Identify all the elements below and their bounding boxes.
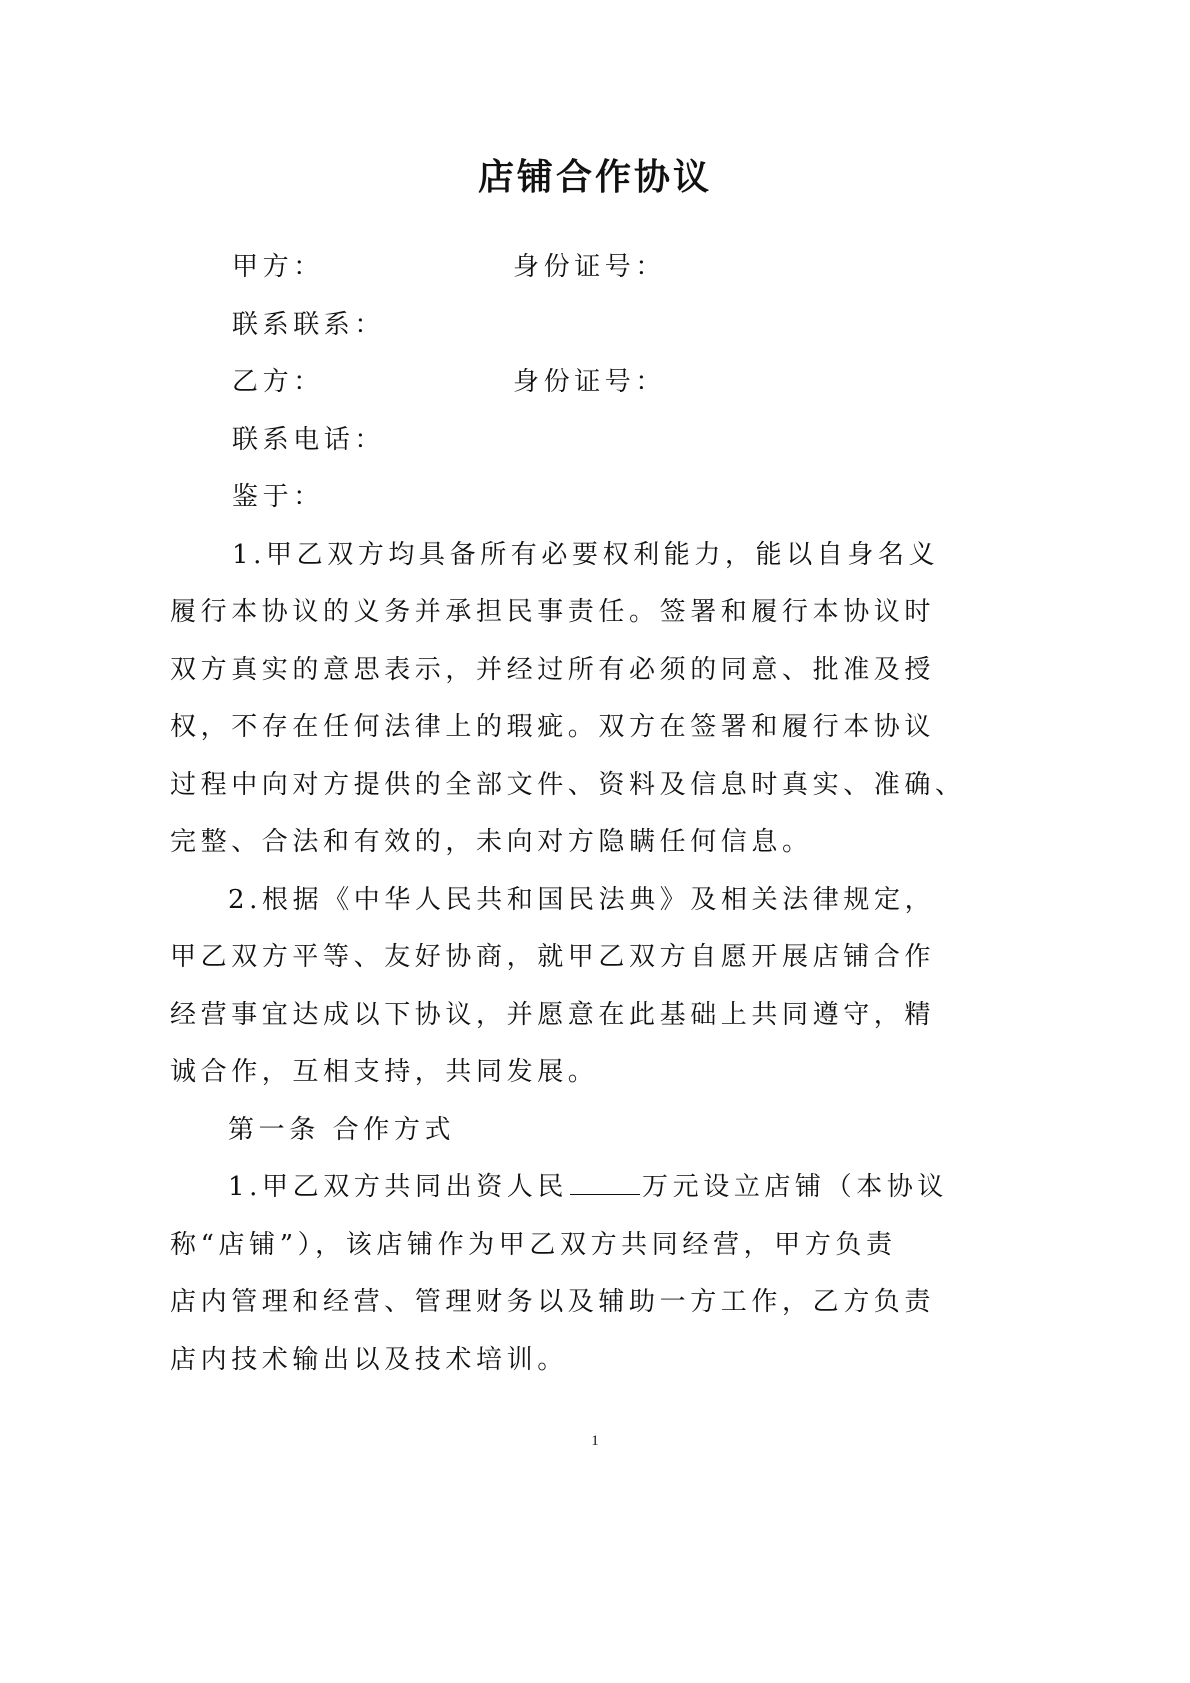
article-1-clause-1-line: 店内管理和经营、管理财务以及辅助一方工作，乙方负责 [170, 1287, 936, 1317]
whereas-label: 鉴于： [232, 482, 324, 512]
whereas-2-line: 甲乙双方平等、友好协商，就甲乙双方自愿开展店铺合作 [170, 942, 936, 972]
page-number: 1 [591, 1433, 599, 1449]
whereas-2-line: 经营事宜达成以下协议，并愿意在此基础上共同遵守，精 [170, 1000, 936, 1030]
document-title: 店铺合作协议 [477, 157, 712, 198]
clause-text-before-blank: 1.甲乙双方共同出资人民 [228, 1172, 569, 1202]
party-b-label: 乙方： [232, 367, 324, 397]
party-b-id-label: 身份证号： [513, 367, 667, 397]
whereas-2-line: 诚合作，互相支持，共同发展。 [170, 1057, 599, 1087]
article-1-heading: 第一条 合作方式 [228, 1115, 456, 1145]
party-a-contact-label: 联系联系： [232, 310, 386, 340]
party-b-phone-label: 联系电话： [232, 425, 386, 455]
article-1-clause-1-line [228, 1167, 948, 1207]
investment-amount-blank [570, 1168, 640, 1195]
party-a-label: 甲方： [232, 252, 324, 282]
article-1-clause-1-line: 店内技术输出以及技术培训。 [170, 1345, 568, 1375]
whereas-1-line: 完整、合法和有效的，未向对方隐瞒任何信息。 [170, 827, 813, 857]
whereas-1-line: 双方真实的意思表示，并经过所有必须的同意、批准及授 [170, 655, 936, 685]
whereas-1-line: 履行本协议的义务并承担民事责任。签署和履行本协议时 [170, 597, 936, 627]
whereas-1-line: 权，不存在任何法律上的瑕疵。双方在签署和履行本协议 [170, 712, 936, 742]
party-a-id-label: 身份证号： [513, 252, 667, 282]
whereas-2-line: 2.根据《中华人民共和国民法典》及相关法律规定， [228, 885, 936, 915]
whereas-1-line: 过程中向对方提供的全部文件、资料及信息时真实、准确、 [170, 770, 966, 800]
whereas-1-line: 1.甲乙双方均具备所有必要权利能力，能以自身名义 [232, 540, 940, 570]
clause-text-after-blank: 万元设立店铺（本协议 [642, 1172, 949, 1202]
article-1-clause-1-line: 称“店铺”），该店铺作为甲乙双方共同经营，甲方负责 [170, 1230, 897, 1260]
